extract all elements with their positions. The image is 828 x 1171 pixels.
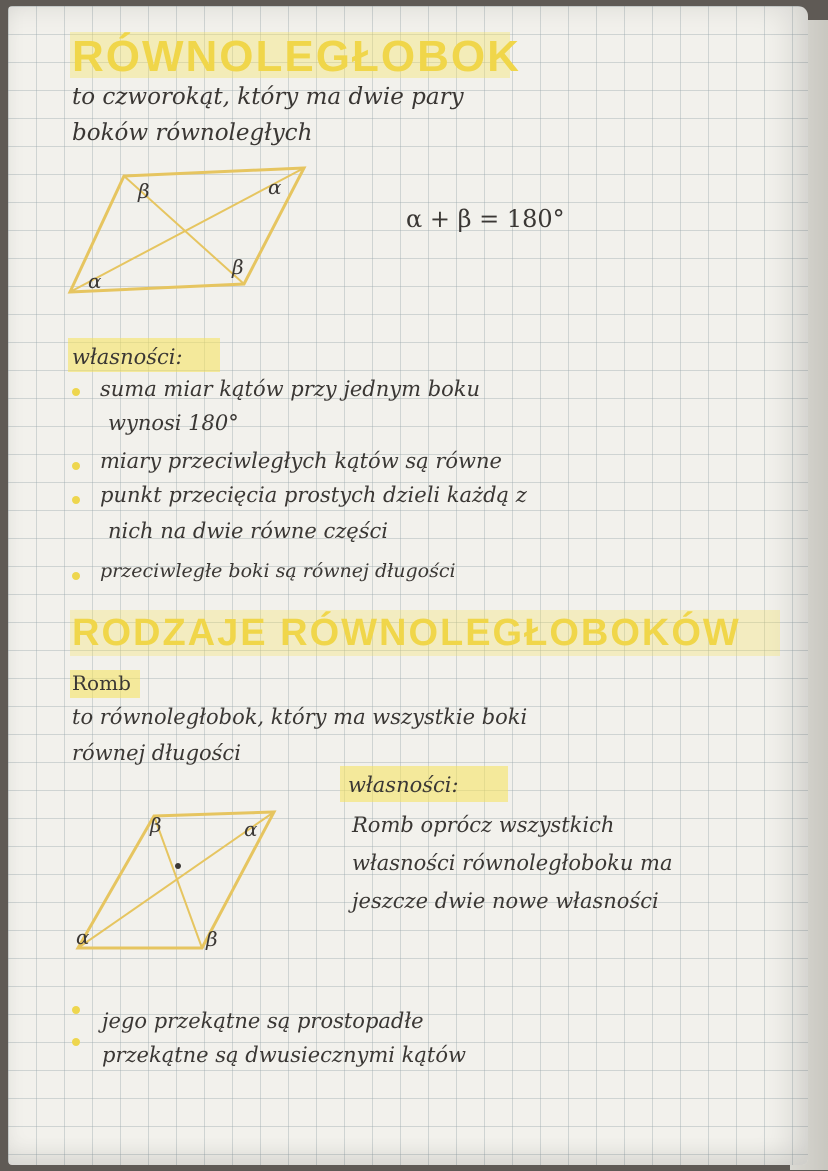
angle-label-beta: β xyxy=(138,179,150,203)
property-line: przekątne są dwusiecznymi kątów xyxy=(102,1043,466,1067)
bullet xyxy=(72,1006,80,1014)
bullet xyxy=(72,1038,80,1046)
bullet xyxy=(72,572,80,580)
note-line: własności równoległoboku ma xyxy=(352,851,673,875)
property-line: miary przeciwległych kątów są równe xyxy=(100,449,502,473)
angle-label-beta: β xyxy=(206,927,218,951)
rhombus-diagram xyxy=(68,802,288,952)
bullet xyxy=(72,496,80,504)
parallelogram-diagram xyxy=(64,164,364,304)
intersection-point xyxy=(175,863,181,869)
subtitle-romb: Romb xyxy=(72,671,131,695)
properties-label: własności: xyxy=(72,345,183,369)
note-line: jeszcze dwie nowe własności xyxy=(352,889,659,913)
property-line: suma miar kątów przy jednym boku xyxy=(100,377,481,401)
angle-formula: α + β = 180° xyxy=(406,205,565,233)
section-title: RÓWNOLEGŁOBOK xyxy=(72,32,521,81)
angle-label-alpha: α xyxy=(268,175,282,199)
angle-label-alpha: α xyxy=(76,925,90,949)
properties-label: własności: xyxy=(348,773,459,797)
angle-label-alpha: α xyxy=(88,269,102,293)
property-line: wynosi 180° xyxy=(108,411,239,435)
bullet xyxy=(72,462,80,470)
property-line: punkt przecięcia prostych dzieli każdą z xyxy=(100,483,527,507)
angle-label-alpha: α xyxy=(244,817,258,841)
definition-line: to równoległobok, który ma wszystkie boki xyxy=(72,705,528,729)
property-line: przeciwległe boki są równej długości xyxy=(100,560,456,582)
notebook-page xyxy=(8,6,808,1165)
property-line: nich na dwie równe części xyxy=(108,519,388,543)
property-line: jego przekątne są prostopadłe xyxy=(102,1009,424,1033)
section-title: RODZAJE RÓWNOLEGŁOBOKÓW xyxy=(72,612,741,654)
angle-label-beta: β xyxy=(232,255,244,279)
definition-line: boków równoległych xyxy=(72,120,313,146)
bullet xyxy=(72,388,80,396)
note-line: Romb oprócz wszystkich xyxy=(352,813,615,837)
definition-line: to czworokąt, który ma dwie pary xyxy=(72,84,464,110)
angle-label-beta: β xyxy=(150,813,162,837)
definition-line: równej długości xyxy=(72,741,241,765)
